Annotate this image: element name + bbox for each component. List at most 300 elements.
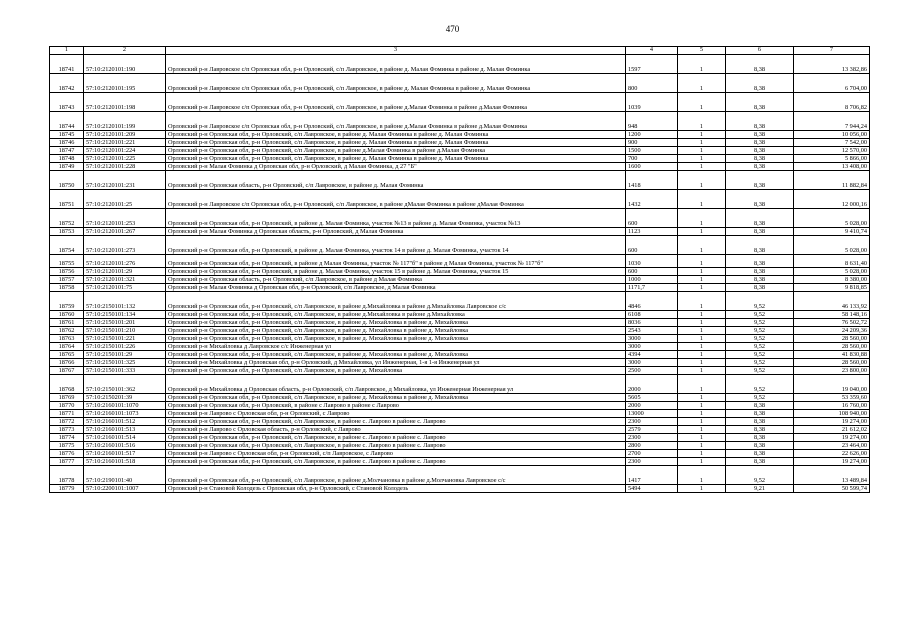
cadastral-number: 57:10:2120101:221 — [84, 139, 166, 147]
cadastral-number: 57:10:2120101:321 — [84, 276, 166, 284]
row-number: 18749 — [50, 163, 84, 171]
count-value: 1 — [678, 335, 726, 343]
total-value: 9 410,74 — [794, 228, 870, 236]
row-number: 18768 — [50, 375, 84, 394]
rate-value: 9,21 — [726, 485, 794, 493]
table-row — [50, 359, 870, 367]
cadastral-number: 57:10:2120101:276 — [84, 255, 166, 268]
rate-value: 9,52 — [726, 351, 794, 359]
total-value: 108 940,00 — [794, 410, 870, 418]
address: Орловский р-н Орловская область, р-н Орловский, с/п Лавровское, в районе д. Малая Фоминка — [166, 171, 626, 190]
column-number-row — [50, 47, 870, 55]
total-value: 8 380,00 — [794, 276, 870, 284]
address: Орловский р-н Орловская обл, р-н Орловский, в районе д. Малая Фоминка, участок 14 в районе д. Малая Фоминка, участок 14 — [166, 236, 626, 255]
area-value: 5605 — [626, 394, 678, 402]
row-number: 18745 — [50, 131, 84, 139]
area-value: 2000 — [626, 402, 678, 410]
table-row — [50, 255, 870, 268]
row-number: 18779 — [50, 485, 84, 493]
total-value: 12 570,00 — [794, 147, 870, 155]
count-value: 1 — [678, 190, 726, 209]
cadastral-number: 57:10:2120101:225 — [84, 155, 166, 163]
rate-value: 9,52 — [726, 394, 794, 402]
cadastral-number: 57:10:2150101:134 — [84, 311, 166, 319]
area-value: 600 — [626, 236, 678, 255]
address: Орловский р-н Лаврово с Орловская область, р-н Орловский, с Лаврово — [166, 426, 626, 434]
count-value: 1 — [678, 292, 726, 311]
cadastral-number: 57:10:2160101:517 — [84, 450, 166, 458]
total-value: 19 274,00 — [794, 458, 870, 466]
count-value: 1 — [678, 255, 726, 268]
row-number: 18765 — [50, 351, 84, 359]
address: Орловский р-н Орловская обл, р-н Орловский, с/п Лавровское, в районе д. Малая Фоминка в районе д. Малая Фоминка — [166, 155, 626, 163]
cadastral-number: 57:10:2120101:25 — [84, 190, 166, 209]
table-row — [50, 55, 870, 74]
cadastral-number: 57:10:2160101:1070 — [84, 402, 166, 410]
address: Орловский р-н Орловская обл, р-н Орловский, с/п Лавровское, в районе д. Михайловка в районе д. Михайловка — [166, 351, 626, 359]
rate-value: 8,38 — [726, 268, 794, 276]
table-row — [50, 74, 870, 93]
table-row — [50, 147, 870, 155]
column-header: 1 — [50, 47, 84, 55]
count-value: 1 — [678, 55, 726, 74]
table-row — [50, 375, 870, 394]
area-value: 6108 — [626, 311, 678, 319]
address: Орловский р-н Орловская обл, р-н Орловский, с/п Лавровское, в районе д. Михайловка в районе д. Михайловка — [166, 394, 626, 402]
address: Орловский р-н Лавровское с/п Орловская обл, р-н Орловский, с/п Лавровское, в районе д.Малая Фоминка в районе д.Малая Фоминка — [166, 112, 626, 131]
address: Орловский р-н Орловская обл, р-н Орловский, в районе д. Малая Фоминка, участок 15 в районе д. Малая Фоминка, участок 15 — [166, 268, 626, 276]
row-number: 18763 — [50, 335, 84, 343]
row-number: 18750 — [50, 171, 84, 190]
address: Орловский р-н Лавровское с/п Орловская обл, р-н Орловский, с/п Лавровское, в районе дМалая Фоминка в районе дМалая Фоминка — [166, 190, 626, 209]
total-value: 28 560,00 — [794, 335, 870, 343]
count-value: 1 — [678, 410, 726, 418]
row-number: 18754 — [50, 236, 84, 255]
total-value: 46 133,92 — [794, 292, 870, 311]
rate-value: 8,38 — [726, 236, 794, 255]
cadastral-number: 57:10:2120101:29 — [84, 268, 166, 276]
cadastral-number: 57:10:2150101:333 — [84, 367, 166, 375]
address: Орловский р-н Орловская обл, р-н Орловский, с/п Лавровское, в районе д.Малая Фоминка в районе д.Малая Фоминка — [166, 147, 626, 155]
area-value: 3000 — [626, 335, 678, 343]
total-value: 28 560,00 — [794, 343, 870, 351]
count-value: 1 — [678, 155, 726, 163]
table-row — [50, 485, 870, 493]
area-value: 1432 — [626, 190, 678, 209]
count-value: 1 — [678, 236, 726, 255]
rate-value: 9,52 — [726, 466, 794, 485]
address: Орловский р-н Михайловка д Орловская область, р-н Орловский, с/п Лавровское, д Михайловка, ул Инженерная Инженерная ул — [166, 375, 626, 394]
area-value: 8036 — [626, 319, 678, 327]
total-value: 53 359,60 — [794, 394, 870, 402]
area-value: 2800 — [626, 442, 678, 450]
table-row — [50, 418, 870, 426]
column-header: 5 — [678, 47, 726, 55]
table-row — [50, 410, 870, 418]
row-number: 18772 — [50, 418, 84, 426]
total-value: 11 882,84 — [794, 171, 870, 190]
area-value: 700 — [626, 155, 678, 163]
cadastral-number: 57:10:2150101:325 — [84, 359, 166, 367]
count-value: 1 — [678, 139, 726, 147]
area-value: 1500 — [626, 147, 678, 155]
rate-value: 8,38 — [726, 112, 794, 131]
rate-value: 8,38 — [726, 74, 794, 93]
cadastral-number: 57:10:2160101:514 — [84, 434, 166, 442]
row-number: 18755 — [50, 255, 84, 268]
area-value: 2300 — [626, 434, 678, 442]
area-value: 1039 — [626, 93, 678, 112]
total-value: 13 489,84 — [794, 466, 870, 485]
area-value: 2000 — [626, 375, 678, 394]
cadastral-number: 57:10:2150201:39 — [84, 394, 166, 402]
count-value: 1 — [678, 209, 726, 228]
table-row — [50, 190, 870, 209]
row-number: 18741 — [50, 55, 84, 74]
table-row — [50, 351, 870, 359]
row-number: 18742 — [50, 74, 84, 93]
address: Орловский р-н Орловская обл, р-н Орловский, в районе д Малая Фоминка, участок № 117"б" в районе д Малая Фоминка, участок № 117"б" — [166, 255, 626, 268]
row-number: 18757 — [50, 276, 84, 284]
total-value: 16 760,00 — [794, 402, 870, 410]
rate-value: 8,38 — [726, 426, 794, 434]
count-value: 1 — [678, 367, 726, 375]
address: Орловский р-н Малая Фоминка д Орловская область, р-н Орловский, д Малая Фоминка — [166, 228, 626, 236]
rate-value: 8,38 — [726, 147, 794, 155]
table-row — [50, 327, 870, 335]
total-value: 19 274,00 — [794, 418, 870, 426]
address: Орловский р-н Орловская обл, р-н Орловский, с/п Лавровское, в районе с. Лаврово в районе с. Лаврово — [166, 434, 626, 442]
address: Орловский р-н Орловская обл, р-н Орловский, в районе д. Малая Фоминка, участок №13 в районе д. Малая Фоминка, участок №13 — [166, 209, 626, 228]
table-row — [50, 139, 870, 147]
total-value: 13 382,86 — [794, 55, 870, 74]
row-number: 18760 — [50, 311, 84, 319]
rate-value: 8,38 — [726, 228, 794, 236]
cadastral-number: 57:10:2160101:1073 — [84, 410, 166, 418]
total-value: 5 028,00 — [794, 268, 870, 276]
row-number: 18777 — [50, 458, 84, 466]
count-value: 1 — [678, 434, 726, 442]
table-row — [50, 292, 870, 311]
cadastral-number: 57:10:2160101:513 — [84, 426, 166, 434]
rate-value: 8,38 — [726, 155, 794, 163]
address: Орловский р-н Михайловка д Орловская обл, р-н Орловский, д Михайловка, ул Инженерная, 1-я 1-я Инженерная ул — [166, 359, 626, 367]
count-value: 1 — [678, 228, 726, 236]
page-number: 470 — [445, 24, 460, 34]
table-row — [50, 434, 870, 442]
area-value: 4394 — [626, 351, 678, 359]
count-value: 1 — [678, 351, 726, 359]
count-value: 1 — [678, 485, 726, 493]
row-number: 18764 — [50, 343, 84, 351]
cadastral-number: 57:10:2160101:518 — [84, 458, 166, 466]
row-number: 18759 — [50, 292, 84, 311]
area-value: 2543 — [626, 327, 678, 335]
table-row — [50, 458, 870, 466]
area-value: 600 — [626, 268, 678, 276]
count-value: 1 — [678, 458, 726, 466]
cadastral-number: 57:10:2190101:40 — [84, 466, 166, 485]
total-value: 28 560,00 — [794, 359, 870, 367]
rate-value: 8,38 — [726, 131, 794, 139]
address: Орловский р-н Лавровское с/п Орловская обл, р-н Орловский, с/п Лавровское, в районе д. Малая Фоминка в районе д. Малая Фоминка — [166, 74, 626, 93]
rate-value: 8,38 — [726, 163, 794, 171]
rate-value: 8,38 — [726, 418, 794, 426]
address: Орловский р-н Орловская обл, р-н Орловский, с/п Лавровское, в районе с. Лаврово в районе с. Лаврово — [166, 442, 626, 450]
row-number: 18746 — [50, 139, 84, 147]
total-value: 23 800,00 — [794, 367, 870, 375]
cadastral-number: 57:10:2150101:210 — [84, 327, 166, 335]
count-value: 1 — [678, 466, 726, 485]
cadastral-number: 57:10:2120101:198 — [84, 93, 166, 112]
rate-value: 8,38 — [726, 209, 794, 228]
total-value: 22 626,00 — [794, 450, 870, 458]
address: Орловский р-н Орловская обл, р-н Орловский, с/п Лавровское, в районе с. Лаврово в районе с. Лаврово — [166, 458, 626, 466]
area-value: 800 — [626, 74, 678, 93]
count-value: 1 — [678, 375, 726, 394]
land-register-table — [49, 46, 870, 493]
address: Орловский р-н Лаврово с Орловская обл, р-н Орловский, с/п Лавровское, с Лаврово — [166, 450, 626, 458]
rate-value: 9,52 — [726, 359, 794, 367]
table-row — [50, 311, 870, 319]
area-value: 948 — [626, 112, 678, 131]
address: Орловский р-н Лавровское с/п Орловская обл, р-н Орловский, с/п Лавровское, в районе д. Малая Фоминка в районе д. Малая Фоминка — [166, 55, 626, 74]
address: Орловский р-н Малая Фоминка д Орловская обл, р-н Орловский, д Малая Фоминка, д 27 "Б" — [166, 163, 626, 171]
rate-value: 8,38 — [726, 190, 794, 209]
count-value: 1 — [678, 163, 726, 171]
row-number: 18766 — [50, 359, 84, 367]
area-value: 1600 — [626, 163, 678, 171]
total-value: 5 866,00 — [794, 155, 870, 163]
rate-value: 9,52 — [726, 319, 794, 327]
total-value: 58 148,16 — [794, 311, 870, 319]
count-value: 1 — [678, 276, 726, 284]
area-value: 3000 — [626, 343, 678, 351]
count-value: 1 — [678, 394, 726, 402]
count-value: 1 — [678, 359, 726, 367]
address: Орловский р-н Орловская область, р-н Орловский, с/п Лавровское, в районе д Малая Фоминка — [166, 276, 626, 284]
rate-value: 8,38 — [726, 434, 794, 442]
total-value: 21 612,02 — [794, 426, 870, 434]
cadastral-number: 57:10:2150101:29 — [84, 351, 166, 359]
address: Орловский р-н Орловская обл, р-н Орловский, с/п Лавровское, в районе д.Михайловка в районе д.Михайловка — [166, 311, 626, 319]
rate-value: 8,38 — [726, 255, 794, 268]
area-value: 900 — [626, 139, 678, 147]
rate-value: 9,52 — [726, 335, 794, 343]
rate-value: 8,38 — [726, 93, 794, 112]
table-row — [50, 163, 870, 171]
total-value: 76 502,72 — [794, 319, 870, 327]
total-value: 7 944,24 — [794, 112, 870, 131]
rate-value: 8,38 — [726, 55, 794, 74]
table-row — [50, 131, 870, 139]
row-number: 18756 — [50, 268, 84, 276]
table-row — [50, 426, 870, 434]
table-row — [50, 335, 870, 343]
area-value: 1000 — [626, 276, 678, 284]
row-number: 18769 — [50, 394, 84, 402]
cadastral-number: 57:10:2120101:195 — [84, 74, 166, 93]
table-row — [50, 466, 870, 485]
rate-value: 8,38 — [726, 276, 794, 284]
address: Орловский р-н Орловская обл, р-н Орловский, с/п Лавровское, в районе д.Молчановка в районе д.Молчановка Лавровское с/с — [166, 466, 626, 485]
area-value: 2300 — [626, 418, 678, 426]
address: Орловский р-н Орловская обл, р-н Орловский, с/п Лавровское, в районе д. Малая Фоминка в районе д. Малая Фоминка — [166, 139, 626, 147]
area-value: 2579 — [626, 426, 678, 434]
row-number: 18743 — [50, 93, 84, 112]
address: Орловский р-н Становой Колодезь с Орловская обл, р-н Орловский, с Становой Колодезь — [166, 485, 626, 493]
row-number: 18775 — [50, 442, 84, 450]
rate-value: 9,52 — [726, 343, 794, 351]
table-row — [50, 450, 870, 458]
row-number: 18758 — [50, 284, 84, 292]
column-header: 2 — [84, 47, 166, 55]
row-number: 18753 — [50, 228, 84, 236]
table-row — [50, 228, 870, 236]
table-row — [50, 93, 870, 112]
cadastral-number: 57:10:2150101:201 — [84, 319, 166, 327]
address: Орловский р-н Малая Фоминка д Орловская обл, р-н Орловский, с/п Лавровское, д Малая Фоминка — [166, 284, 626, 292]
address: Орловский р-н Михайловка д Лавровское с/с Инженерная ул — [166, 343, 626, 351]
row-number: 18761 — [50, 319, 84, 327]
address: Орловский р-н Лавровское с/п Орловская обл, р-н Орловский, с/п Лавровское, в районе д.Малая Фоминка в районе д.Малая Фоминка — [166, 93, 626, 112]
table-row — [50, 209, 870, 228]
count-value: 1 — [678, 131, 726, 139]
area-value: 1030 — [626, 255, 678, 268]
row-number: 18773 — [50, 426, 84, 434]
count-value: 1 — [678, 171, 726, 190]
row-number: 18762 — [50, 327, 84, 335]
count-value: 1 — [678, 426, 726, 434]
rate-value: 8,38 — [726, 442, 794, 450]
column-header: 4 — [626, 47, 678, 55]
area-value: 2500 — [626, 367, 678, 375]
address: Орловский р-н Орловская обл, р-н Орловский, в районе с Лаврово в районе с Лаврово — [166, 402, 626, 410]
rate-value: 8,38 — [726, 284, 794, 292]
area-value: 2700 — [626, 450, 678, 458]
total-value: 7 542,00 — [794, 139, 870, 147]
count-value: 1 — [678, 112, 726, 131]
row-number: 18770 — [50, 402, 84, 410]
column-header: 3 — [166, 47, 626, 55]
area-value: 1200 — [626, 131, 678, 139]
count-value: 1 — [678, 147, 726, 155]
rate-value: 8,38 — [726, 139, 794, 147]
row-number: 18748 — [50, 155, 84, 163]
column-header: 6 — [726, 47, 794, 55]
area-value: 1171,7 — [626, 284, 678, 292]
address: Орловский р-н Орловская обл, р-н Орловский, с/п Лавровское, в районе д. Михайловка в районе д. Михайловка — [166, 327, 626, 335]
table-row — [50, 319, 870, 327]
cadastral-number: 57:10:2120101:267 — [84, 228, 166, 236]
table-row — [50, 276, 870, 284]
cadastral-number: 57:10:2160101:512 — [84, 418, 166, 426]
cadastral-number: 57:10:2120101:228 — [84, 163, 166, 171]
total-value: 12 000,16 — [794, 190, 870, 209]
total-value: 9 818,85 — [794, 284, 870, 292]
cadastral-number: 57:10:2120101:224 — [84, 147, 166, 155]
table-row — [50, 394, 870, 402]
cadastral-number: 57:10:2150101:226 — [84, 343, 166, 351]
area-value: 1597 — [626, 55, 678, 74]
count-value: 1 — [678, 311, 726, 319]
rate-value: 9,52 — [726, 367, 794, 375]
address: Орловский р-н Орловская обл, р-н Орловский, с/п Лавровское, в районе д. Малая Фоминка в районе д. Малая Фоминка — [166, 131, 626, 139]
count-value: 1 — [678, 319, 726, 327]
area-value: 1123 — [626, 228, 678, 236]
row-number: 18751 — [50, 190, 84, 209]
address: Орловский р-н Орловская обл, р-н Орловский, с/п Лавровское, в районе д.Михайловка в районе д.Михайловка Лавровское с/с — [166, 292, 626, 311]
cadastral-number: 57:10:2120101:190 — [84, 55, 166, 74]
address: Орловский р-н Орловская обл, р-н Орловский, с/п Лавровское, в районе д. Михайловка — [166, 367, 626, 375]
cadastral-number: 57:10:2150101:362 — [84, 375, 166, 394]
row-number: 18776 — [50, 450, 84, 458]
cadastral-number: 57:10:2150101:132 — [84, 292, 166, 311]
rate-value: 8,38 — [726, 171, 794, 190]
cadastral-number: 57:10:2120101:273 — [84, 236, 166, 255]
table-row — [50, 367, 870, 375]
count-value: 1 — [678, 343, 726, 351]
rate-value: 9,52 — [726, 327, 794, 335]
cadastral-number: 57:10:2200101:1007 — [84, 485, 166, 493]
row-number: 18767 — [50, 367, 84, 375]
rate-value: 9,52 — [726, 375, 794, 394]
rate-value: 8,38 — [726, 458, 794, 466]
table-row — [50, 268, 870, 276]
table-row — [50, 155, 870, 163]
row-number: 18744 — [50, 112, 84, 131]
area-value: 1418 — [626, 171, 678, 190]
area-value: 1417 — [626, 466, 678, 485]
count-value: 1 — [678, 74, 726, 93]
table-row — [50, 112, 870, 131]
total-value: 19 040,00 — [794, 375, 870, 394]
cadastral-number: 57:10:2120101:253 — [84, 209, 166, 228]
table-row — [50, 284, 870, 292]
cadastral-number: 57:10:2150101:221 — [84, 335, 166, 343]
count-value: 1 — [678, 268, 726, 276]
total-value: 24 209,36 — [794, 327, 870, 335]
rate-value: 8,38 — [726, 450, 794, 458]
rate-value: 8,38 — [726, 410, 794, 418]
total-value: 5 028,00 — [794, 236, 870, 255]
table-row — [50, 402, 870, 410]
area-value: 13000 — [626, 410, 678, 418]
total-value: 23 464,00 — [794, 442, 870, 450]
count-value: 1 — [678, 93, 726, 112]
cadastral-number: 57:10:2120101:75 — [84, 284, 166, 292]
total-value: 10 056,00 — [794, 131, 870, 139]
cadastral-number: 57:10:2120101:231 — [84, 171, 166, 190]
address: Орловский р-н Лаврово с Орловская обл, р-н Орловский, с Лаврово — [166, 410, 626, 418]
total-value: 13 408,00 — [794, 163, 870, 171]
table-row — [50, 442, 870, 450]
rate-value: 9,52 — [726, 311, 794, 319]
cadastral-number: 57:10:2160101:516 — [84, 442, 166, 450]
table-row — [50, 343, 870, 351]
cadastral-number: 57:10:2120101:209 — [84, 131, 166, 139]
row-number: 18778 — [50, 466, 84, 485]
count-value: 1 — [678, 402, 726, 410]
row-number: 18771 — [50, 410, 84, 418]
address: Орловский р-н Орловская обл, р-н Орловский, с/п Лавровское, в районе д. Михайловка в районе д. Михайловка — [166, 319, 626, 327]
area-value: 4846 — [626, 292, 678, 311]
total-value: 6 704,00 — [794, 74, 870, 93]
rate-value: 9,52 — [726, 292, 794, 311]
register-body — [50, 55, 870, 493]
row-number: 18747 — [50, 147, 84, 155]
address: Орловский р-н Орловская обл, р-н Орловский, с/п Лавровское, в районе с. Лаврово в районе с. Лаврово — [166, 418, 626, 426]
